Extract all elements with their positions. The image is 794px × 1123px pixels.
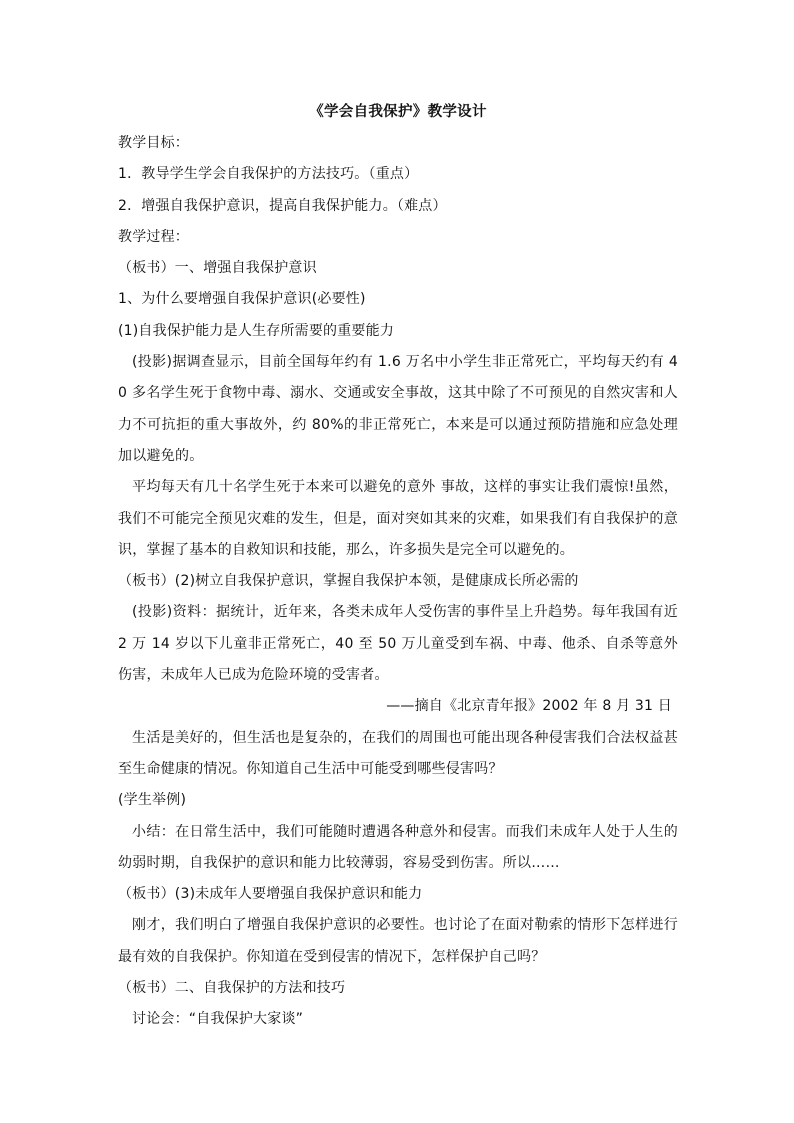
subsection-heading-1: 1、为什么要增强自我保护意识(必要性) bbox=[118, 291, 366, 308]
paragraph-transition: 刚才，我们明白了增强自我保护意识的必要性。也讨论了在面对勒索的情形下怎样进行最有效的自我保护。你知道在受到侵害的情况下，怎样保护自己吗？ bbox=[118, 917, 678, 965]
paragraph-question: 生活是美好的，但生活也是复杂的，在我们的周围也可能出现各种侵害我们合法权益甚至生命健康的情况。你知道自己生活中可能受到哪些侵害吗？ bbox=[118, 729, 678, 777]
paragraph-statistics: (投影)资料：据统计，近年来，各类未成年人受伤害的事件呈上升趋势。每年我国有近 2 万 14 岁以下儿童非正常死亡，40 至 50 万儿童受到车祸、中毒、他杀、自杀等意外伤害，未成年人已成为危险环境的受害者。 bbox=[118, 604, 678, 684]
paragraph-reflection: 平均每天有几十名学生死于本来可以避免的意外 事故，这样的事实让我们震惊!虽然，我们不可能完全预见灾难的发生，但是，面对突如其来的灾难，如果我们有自我保护的意识，掌握了基本的自救知识和技能，那么，许多损失是完全可以避免的。 bbox=[118, 479, 678, 558]
goal-item-2: 2．增强自我保护意识，提高自我保护能力。（难点） bbox=[118, 197, 447, 214]
point-heading-2: （板书）(2)树立自我保护意识，掌握自我保护本领，是健康成长所必需的 bbox=[118, 573, 579, 590]
section-heading-1: （板书）一、增强自我保护意识 bbox=[118, 260, 317, 277]
goals-heading: 教学目标： bbox=[118, 135, 189, 151]
section-heading-2: （板书）二、自我保护的方法和技巧 bbox=[118, 980, 346, 997]
process-heading: 教学过程： bbox=[118, 228, 189, 245]
discussion-topic: 讨论会：“自我保护大家谈” bbox=[132, 1011, 304, 1028]
paragraph-survey: (投影)据调查显示，目前全国每年约有 1.6 万名中小学生非正常死亡，平均每天约有 40 多名学生死于食物中毒、溺水、交通或安全事故，这其中除了不可预见的自然灾害和人力不可抗拒的重大事故外，约 80%的非正常死亡，本来是可以通过预防措施和应急处理加以避免的。 bbox=[118, 354, 678, 464]
student-examples-label: (学生举例) bbox=[118, 792, 187, 809]
document-body bbox=[118, 96, 678, 1036]
paragraph-summary: 小结：在日常生活中，我们可能随时遭遇各种意外和侵害。而我们未成年人处于人生的幼弱时期，自我保护的意识和能力比较薄弱，容易受到伤害。所以…… bbox=[118, 823, 678, 871]
goal-item-1: 1．教导学生学会自我保护的方法技巧。（重点） bbox=[118, 166, 419, 183]
document-title: 《学会自我保护》教学设计 bbox=[309, 104, 487, 120]
point-heading-1: (1)自我保护能力是人生存所需要的重要能力 bbox=[118, 322, 395, 339]
point-heading-3: （板书）(3)未成年人要增强自我保护意识和能力 bbox=[118, 886, 423, 903]
source-citation: ——摘自《北京青年报》2002 年 8 月 31 日 bbox=[386, 698, 672, 715]
